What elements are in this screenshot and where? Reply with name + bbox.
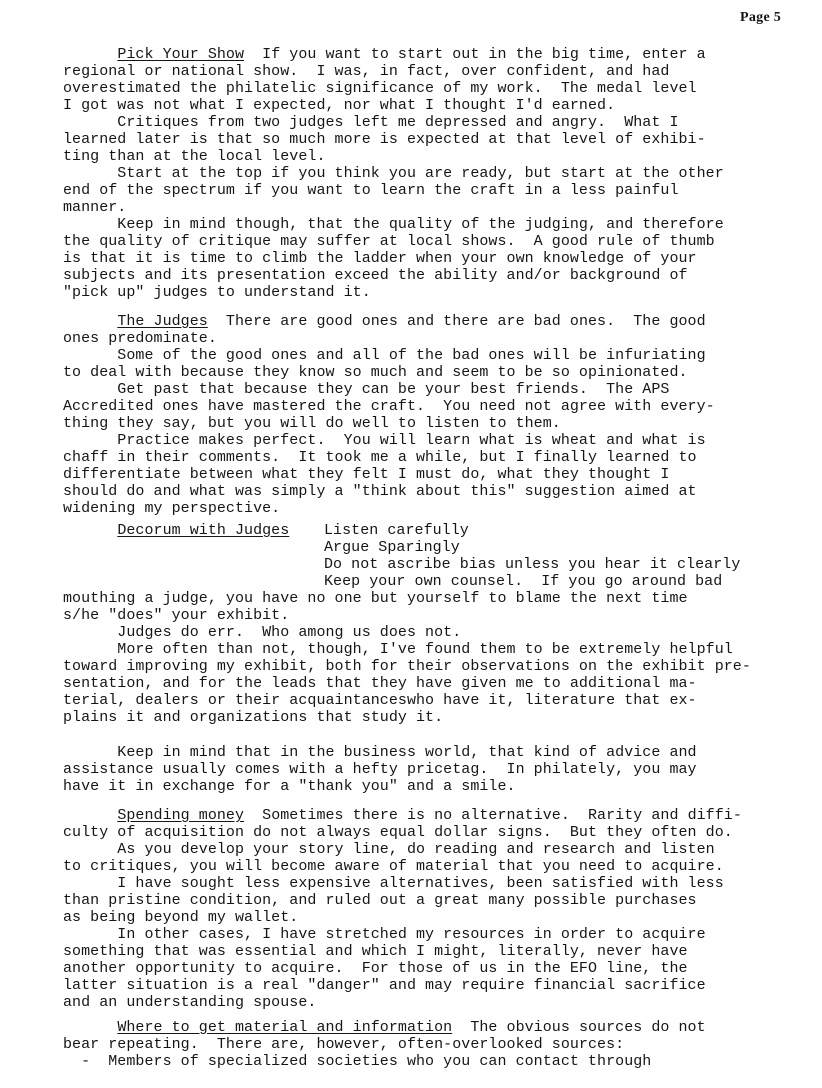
text-line: differentiate between what they felt I must do, what they thought I xyxy=(63,466,670,483)
text-line: plains it and organizations that study it. xyxy=(63,709,444,726)
text-line: I have sought less expensive alternatives, been satisfied with less xyxy=(63,875,724,892)
text-line: culty of acquisition do not always equal dollar signs. But they often do. xyxy=(63,824,733,841)
text-line: - Members of specialized societies who you can contact through xyxy=(63,1053,652,1070)
text-line: manner. xyxy=(63,199,127,216)
text-line: should do and what was simply a "think about this" suggestion aimed at xyxy=(63,483,697,500)
text-line: chaff in their comments. It took me a while, but I finally learned to xyxy=(63,449,697,466)
text-line: Spending money Sometimes there is no alternative. Rarity and diffi- xyxy=(117,807,742,824)
text-line: As you develop your story line, do reading and research and listen xyxy=(63,841,715,858)
list-item: Keep your own counsel. If you go around bad xyxy=(324,573,723,590)
section-heading-spending-money: Spending money xyxy=(117,807,245,824)
text-line: mouthing a judge, you have no one but yourself to blame the next time xyxy=(63,590,688,607)
text-line: I got was not what I expected, nor what I thought I'd earned. xyxy=(63,97,616,114)
text-line: widening my perspective. xyxy=(63,500,281,517)
text-line: In other cases, I have stretched my resources in order to acquire xyxy=(63,926,706,943)
text-line: as being beyond my wallet. xyxy=(63,909,299,926)
text-line: to deal with because they know so much and seem to be so opinionated. xyxy=(63,364,688,381)
section-heading-pick-your-show: Pick Your Show xyxy=(117,46,245,63)
text-line: is that it is time to climb the ladder when your own knowledge of your xyxy=(63,250,697,267)
text-line: More often than not, though, I've found them to be extremely helpful xyxy=(63,641,733,658)
text-line: another opportunity to acquire. For those of us in the EFO line, the xyxy=(63,960,688,977)
text-line: Pick Your Show If you want to start out in the big time, enter a xyxy=(117,46,706,63)
text-line: end of the spectrum if you want to learn the craft in a less painful xyxy=(63,182,679,199)
text-line: something that was essential and which I might, literally, never have xyxy=(63,943,688,960)
text-line: Keep in mind though, that the quality of the judging, and therefore xyxy=(63,216,724,233)
text-line: Get past that because they can be your best friends. The APS xyxy=(63,381,670,398)
text-line: regional or national show. I was, in fact, over confident, and had xyxy=(63,63,670,80)
text-line: Critiques from two judges left me depressed and angry. What I xyxy=(63,114,679,131)
text-line: than pristine condition, and ruled out a great many possible purchases xyxy=(63,892,697,909)
text-line: The Judges There are good ones and there are bad ones. The good xyxy=(117,313,706,330)
list-item: Listen carefully xyxy=(324,522,469,539)
page-number: Page 5 xyxy=(740,10,782,25)
list-item: Do not ascribe bias unless you hear it clearly xyxy=(324,556,741,573)
list-item: Argue Sparingly xyxy=(324,539,460,556)
text-line xyxy=(63,522,289,539)
text-line: subjects and its presentation exceed the ability and/or background of xyxy=(63,267,688,284)
text-line: the quality of critique may suffer at local shows. A good rule of thumb xyxy=(63,233,715,250)
text-line: ones predominate. xyxy=(63,330,217,347)
text-line: Judges do err. Who among us does not. xyxy=(63,624,462,641)
text-line: Where to get material and information The obvious sources do not xyxy=(117,1019,706,1036)
text-line: s/he "does" your exhibit. xyxy=(63,607,290,624)
text-line: Practice makes perfect. You will learn what is wheat and what is xyxy=(63,432,706,449)
text-line: have it in exchange for a "thank you" and a smile. xyxy=(63,778,516,795)
text-line: to critiques, you will become aware of material that you need to acquire. xyxy=(63,858,724,875)
text-line: toward improving my exhibit, both for their observations on the exhibit pre- xyxy=(63,658,751,675)
text-line: "pick up" judges to understand it. xyxy=(63,284,371,301)
section-heading-decorum-with-judges: Decorum with Judges xyxy=(117,522,290,539)
text-line: sentation, and for the leads that they have given me to additional ma- xyxy=(63,675,697,692)
text-line: thing they say, but you will do well to listen to them. xyxy=(63,415,561,432)
text-line: latter situation is a real "danger" and may require financial sacrifice xyxy=(63,977,706,994)
text-line: and an understanding spouse. xyxy=(63,994,317,1011)
text-line: Accredited ones have mastered the craft. You need not agree with every- xyxy=(63,398,715,415)
text-line: assistance usually comes with a hefty pricetag. In philately, you may xyxy=(63,761,697,778)
section-heading-the-judges: The Judges xyxy=(117,313,208,330)
text-line: Start at the top if you think you are ready, but start at the other xyxy=(63,165,724,182)
text-line: Keep in mind that in the business world, that kind of advice and xyxy=(63,744,697,761)
text-line: terial, dealers or their acquaintanceswho have it, literature that ex- xyxy=(63,692,697,709)
text-line: ting than at the local level. xyxy=(63,148,326,165)
text-line: bear repeating. There are, however, often-overlooked sources: xyxy=(63,1036,625,1053)
section-heading-where-to-get-material: Where to get material and information xyxy=(117,1019,453,1036)
text-line: Some of the good ones and all of the bad ones will be infuriating xyxy=(63,347,706,364)
text-line: overestimated the philatelic significance of my work. The medal level xyxy=(63,80,697,97)
text-line: learned later is that so much more is expected at that level of exhibi- xyxy=(63,131,706,148)
